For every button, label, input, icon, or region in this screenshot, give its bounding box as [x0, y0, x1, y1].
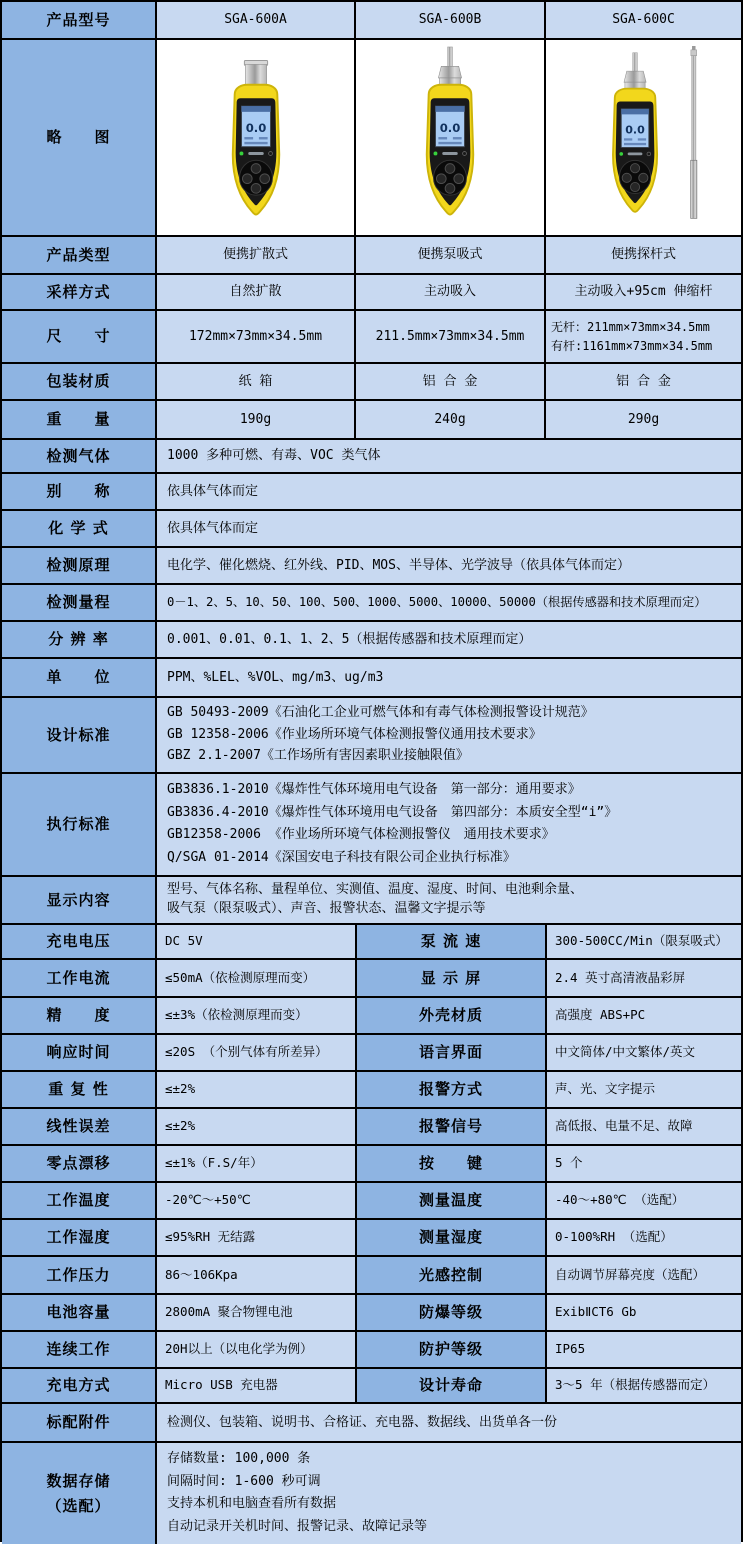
spec-value: 0.001、0.01、0.1、1、2、5（根据传感器和技术原理而定）: [157, 622, 741, 657]
table-row: [2, 925, 741, 960]
row-label: 充电方式: [2, 1369, 157, 1402]
row-label: 精 度: [2, 998, 157, 1033]
table-row: [2, 774, 741, 877]
spec-value: 290g: [546, 401, 741, 438]
table-row: [2, 622, 741, 659]
table-row: [2, 698, 741, 774]
row-label: 按 键: [357, 1146, 547, 1181]
spec-value: [157, 877, 741, 923]
spec-value-line: GB 50493-2009《石油化工企业可燃气体和有毒气体检测报警设计规范》: [167, 705, 594, 721]
spec-value: 0－1、2、5、10、50、100、500、1000、5000、10000、50000（根据传感器和技术原理而定）: [157, 585, 741, 620]
product-image: [193, 46, 319, 230]
row-label: 产品型号: [2, 2, 157, 38]
spec-value: Micro USB 充电器: [157, 1369, 357, 1402]
row-label: 别 称: [2, 474, 157, 509]
row-label: 略 图: [2, 40, 157, 235]
row-label: 标配附件: [2, 1404, 157, 1441]
table-row: [2, 1072, 741, 1109]
row-label: 检测原理: [2, 548, 157, 583]
spec-value: -20℃～+50℃: [157, 1183, 357, 1218]
row-label: 语言界面: [357, 1035, 547, 1070]
spec-value: [157, 1443, 741, 1544]
status-led: [434, 151, 438, 155]
row-label: 防爆等级: [357, 1295, 547, 1330]
spec-value: 1000 多种可燃、有毒、VOC 类气体: [157, 440, 741, 472]
spec-value: 声、光、文字提示: [547, 1072, 741, 1107]
row-label: 设计寿命: [357, 1369, 547, 1402]
row-label: 电池容量: [2, 1295, 157, 1330]
table-row: [2, 960, 741, 998]
screen-reading: 0.0: [624, 123, 645, 137]
spec-value-line: GB12358-2006 《作业场所环境气体检测报警仪 通用技术要求》: [167, 827, 555, 843]
spec-value: ≤±2%: [157, 1109, 357, 1144]
spec-value: ExibⅡCT6 Gb: [547, 1295, 741, 1330]
spec-value: 铝 合 金: [356, 364, 546, 399]
product-image: [387, 46, 513, 230]
spec-value: ≤20S （个别气体有所差异）: [157, 1035, 357, 1070]
spec-value: ≤±2%: [157, 1072, 357, 1107]
sga-600c-probe-device: [546, 40, 741, 235]
table-row: [2, 1443, 741, 1544]
spec-value: 3～5 年（根据传感器而定）: [547, 1369, 741, 1402]
spec-value: 20H以上（以电化学为例）: [157, 1332, 357, 1367]
row-label: 响应时间: [2, 1035, 157, 1070]
row-label: 分 辨 率: [2, 622, 157, 657]
table-row: [2, 585, 741, 622]
row-label: 测量温度: [357, 1183, 547, 1218]
spec-value: 86～106Kpa: [157, 1257, 357, 1293]
row-label: 零点漂移: [2, 1146, 157, 1181]
spec-value: 高强度 ABS+PC: [547, 998, 741, 1033]
spec-value: 2800mA 聚合物锂电池: [157, 1295, 357, 1330]
table-row: [2, 364, 741, 401]
table-row: [2, 311, 741, 364]
spec-value: 依具体气体而定: [157, 511, 741, 546]
spec-value-line: 支持本机和电脑查看所有数据: [167, 1496, 337, 1512]
spec-value: 2.4 英寸高清液晶彩屏: [547, 960, 741, 996]
screen-reading: 0.0: [245, 120, 266, 135]
row-label: 化 学 式: [2, 511, 157, 546]
spec-value: 高低报、电量不足、故障: [547, 1109, 741, 1144]
spec-value: 依具体气体而定: [157, 474, 741, 509]
spec-value: 5 个: [547, 1146, 741, 1181]
row-label: 设计标准: [2, 698, 157, 772]
spec-value: ≤95%RH 无结露: [157, 1220, 357, 1255]
spec-value: ≤±3%（依检测原理而变）: [157, 998, 357, 1033]
table-row: [2, 1257, 741, 1295]
row-label-line: （选配）: [46, 1496, 111, 1515]
spec-value-line: 型号、气体名称、量程单位、实测值、温度、湿度、时间、电池剩余量、: [167, 882, 584, 898]
spec-value: [546, 311, 741, 362]
spec-value: -40～+80℃ （选配）: [547, 1183, 741, 1218]
spec-value-line: GBZ 2.1-2007《工作场所有害因素职业接触限值》: [167, 747, 469, 763]
table-row: [2, 548, 741, 585]
table-row: [2, 1109, 741, 1146]
spec-value: [157, 698, 741, 772]
spec-value: 便携探杆式: [546, 237, 741, 273]
row-label-line: 数据存储: [46, 1471, 111, 1490]
table-row: [2, 1220, 741, 1257]
spec-value: 0-100%RH （选配）: [547, 1220, 741, 1255]
spec-value: 便携泵吸式: [356, 237, 546, 273]
row-label: 测量湿度: [357, 1220, 547, 1255]
brand-label: [248, 152, 263, 155]
table-row: [2, 1332, 741, 1369]
row-label: 外壳材质: [357, 998, 547, 1033]
model-name: SGA-600C: [546, 2, 741, 38]
table-row: [2, 659, 741, 698]
table-row: [2, 1404, 741, 1443]
status-led: [619, 152, 623, 156]
row-label: 重 复 性: [2, 1072, 157, 1107]
row-label: 单 位: [2, 659, 157, 696]
table-row: [2, 1295, 741, 1332]
row-label: 防护等级: [357, 1332, 547, 1367]
status-led: [239, 151, 243, 155]
spec-value: 自然扩散: [157, 275, 356, 309]
spec-value-line: GB3836.4-2010《爆炸性气体环境用电气设备 第四部分：本质安全型“i”》: [167, 804, 618, 820]
row-label: [2, 1443, 157, 1544]
row-label: 连续工作: [2, 1332, 157, 1367]
row-label: 报警方式: [357, 1072, 547, 1107]
table-row: [2, 2, 741, 40]
spec-value-line: GB 12358-2006《作业场所环境气体检测报警仪通用技术要求》: [167, 726, 542, 742]
table-row: [2, 877, 741, 925]
spec-value: [157, 774, 741, 875]
spec-value: 主动吸入+95cm 伸缩杆: [546, 275, 741, 309]
row-label: 执行标准: [2, 774, 157, 875]
table-row: [2, 40, 741, 237]
product-image: [581, 46, 707, 230]
table-row: [2, 275, 741, 311]
table-row: [2, 1183, 741, 1220]
spec-value: 检测仪、包装箱、说明书、合格证、充电器、数据线、出货单各一份: [157, 1404, 741, 1441]
table-row: [2, 1035, 741, 1072]
spec-value: 主动吸入: [356, 275, 546, 309]
model-name: SGA-600A: [157, 2, 356, 38]
spec-value-line: GB3836.1-2010《爆炸性气体环境用电气设备 第一部分：通用要求》: [167, 782, 581, 798]
row-label: 工作温度: [2, 1183, 157, 1218]
screen-reading: 0.0: [439, 120, 461, 135]
row-label: 线性误差: [2, 1109, 157, 1144]
row-label: 泵 流 速: [357, 925, 547, 958]
spec-value-line: Q/SGA 01-2014《深国安电子科技有限公司企业执行标准》: [167, 849, 516, 865]
table-row: [2, 237, 741, 275]
row-label: 工作湿度: [2, 1220, 157, 1255]
row-label: 工作电流: [2, 960, 157, 996]
spec-value-line: 存储数量: 100,000 条: [167, 1451, 311, 1467]
row-label: 显 示 屏: [357, 960, 547, 996]
row-label: 工作压力: [2, 1257, 157, 1293]
spec-value: 190g: [157, 401, 356, 438]
table-row: [2, 511, 741, 548]
spec-value: ≤±1%（F.S/年）: [157, 1146, 357, 1181]
spec-value-line: 自动记录开关机时间、报警记录、故障记录等: [167, 1518, 428, 1534]
sga-600b-pump-device: [356, 40, 546, 235]
spec-value-line: 无杆：211mm×73mm×34.5mm: [551, 319, 710, 334]
spec-value: IP65: [547, 1332, 741, 1367]
row-label: 显示内容: [2, 877, 157, 923]
table-row: [2, 1146, 741, 1183]
spec-value: ≤50mA（依检测原理而变）: [157, 960, 357, 996]
spec-value-line: 有杆:1161mm×73mm×34.5mm: [551, 338, 713, 353]
row-label: 光感控制: [357, 1257, 547, 1293]
row-label: 报警信号: [357, 1109, 547, 1144]
brand-label: [627, 152, 642, 155]
spec-value: 中文简体/中文繁体/英文: [547, 1035, 741, 1070]
spec-value: 纸 箱: [157, 364, 356, 399]
spec-value: 211.5mm×73mm×34.5mm: [356, 311, 546, 362]
spec-value: 铝 合 金: [546, 364, 741, 399]
spec-value: PPM、%LEL、%VOL、mg/m3、ug/m3: [157, 659, 741, 696]
table-row: [2, 401, 741, 440]
telescopic-rod: [690, 46, 696, 218]
row-label: 检测量程: [2, 585, 157, 620]
table-row: [2, 998, 741, 1035]
table-row: [2, 1369, 741, 1404]
row-label: 包装材质: [2, 364, 157, 399]
sga-600a-diffusion-device: [157, 40, 356, 235]
table-row: [2, 474, 741, 511]
row-label: 采样方式: [2, 275, 157, 309]
model-name: SGA-600B: [356, 2, 546, 38]
spec-value: 300-500CC/Min（限泵吸式）: [547, 925, 741, 958]
spec-value: 电化学、催化燃烧、红外线、PID、MOS、半导体、光学波导（依具体气体而定）: [157, 548, 741, 583]
row-label: 产品类型: [2, 237, 157, 273]
row-label: 重 量: [2, 401, 157, 438]
spec-value-line: 间隔时间: 1-600 秒可调: [167, 1473, 321, 1489]
spec-value: 172mm×73mm×34.5mm: [157, 311, 356, 362]
row-label: 尺 寸: [2, 311, 157, 362]
spec-value: 240g: [356, 401, 546, 438]
row-label: 充电电压: [2, 925, 157, 958]
spec-value: DC 5V: [157, 925, 357, 958]
spec-value: 自动调节屏幕亮度（选配）: [547, 1257, 741, 1293]
row-label: 检测气体: [2, 440, 157, 472]
table-row: [2, 440, 741, 474]
spec-value-line: 吸气泵（限泵吸式）、声音、报警状态、温馨文字提示等: [167, 901, 486, 917]
brand-label: [442, 152, 457, 155]
spec-value: 便携扩散式: [157, 237, 356, 273]
